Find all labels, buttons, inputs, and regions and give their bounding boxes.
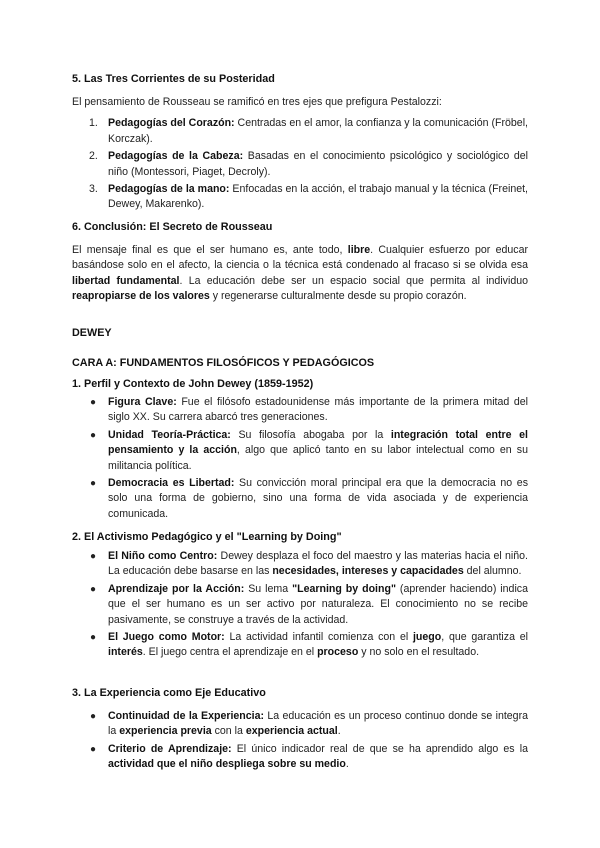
bullet-icon: ● — [90, 711, 97, 722]
bullet-icon: ● — [90, 632, 97, 644]
experiencia-list — [72, 709, 528, 773]
list-item — [72, 182, 528, 213]
item-text: Enfocadas en la acción, el trabajo manual y la técnica (Freinet, Dewey, Makarenko). — [108, 183, 528, 211]
dewey-section-2-title: 2. El Activismo Pedagógico y el "Learning by Doing" — [72, 531, 342, 543]
list-item: ● Democracia es Libertad: Su convicción moral principal era que la democracia no es solo una forma de gobierno, sino una forma de vida asociada y de experiencia comunicada. — [90, 477, 528, 520]
list-item — [72, 116, 528, 147]
side-a-heading: CARA A: FUNDAMENTOS FILOSÓFICOS Y PEDAGÓGICOS — [72, 357, 375, 369]
bullet-icon: ● — [90, 429, 97, 441]
list-number: 1. — [89, 117, 98, 130]
list-item: ● El Juego como Motor: La actividad infantil comienza con el juego, que garantiza el interés. El juego centra el aprendizaje en el proceso y no solo en el resultado. — [90, 631, 528, 659]
list-item — [72, 149, 528, 180]
list-item: ● Continuidad de la Experiencia: La educación es un proceso continuo donde se integra la experiencia previa con la experiencia actual. — [90, 710, 528, 738]
dewey-section-2 — [72, 530, 528, 663]
list-item: ● Criterio de Aprendizaje: El único indicador real de que se ha aprendido algo es la actividad que el niño despliega sobre su medio. — [90, 742, 528, 771]
item-label: Pedagogías de la mano: — [108, 183, 230, 196]
dewey-section-1-title: 1. Perfil y Contexto de John Dewey (1859-1952) — [72, 378, 314, 390]
item-label: Pedagogías de la Cabeza: — [108, 150, 244, 163]
list-item: ● Aprendizaje por la Acción: Su lema "Learning by doing" (aprender haciendo) indica que el ser humano es un ser activo por naturaleza. El conocimiento no se recibe pasivamente, se construye a través de la actividad. — [90, 582, 528, 626]
bullet-icon: ● — [90, 478, 97, 490]
list-item: ● Unidad Teoría-Práctica: Su filosofía abogaba por la integración total entre el pensamiento y la acción, algo que aplicó tanto en su labor intelectual como en su militancia política. — [90, 428, 528, 472]
list-number: 2. — [89, 150, 98, 163]
bullet-icon: ● — [90, 397, 97, 408]
list-item: ● Figura Clave: Fue el filósofo estadounidense más importante de la primera mitad del siglo XX. Su carrera abarcó tres generaciones. — [90, 396, 528, 424]
bullet-icon: ● — [90, 551, 97, 562]
section-6 — [72, 220, 528, 305]
dewey-section-3 — [72, 686, 528, 775]
section-5-title: 5. Las Tres Corrientes de su Posteridad — [72, 73, 275, 85]
item-text: Centradas en el amor, la confianza y la comunicación (Fröbel, Korczak). — [108, 117, 528, 145]
dewey-heading: DEWEY — [72, 327, 112, 339]
perfil-list — [72, 395, 528, 522]
list-number: 3. — [89, 183, 98, 196]
list-item: ● El Niño como Centro: Dewey desplaza el foco del maestro y las materias hacia el niño. La educación debe basarse en las necesidades, intereses y capacidades del alumno. — [90, 550, 528, 578]
bullet-icon: ● — [90, 743, 97, 755]
section-5 — [72, 72, 528, 215]
item-label: Pedagogías del Corazón: — [108, 117, 235, 130]
corrientes-list — [72, 116, 528, 212]
section-6-title: 6. Conclusión: El Secreto de Rousseau — [72, 221, 273, 233]
dewey-heading-block — [72, 326, 528, 341]
dewey-section-1 — [72, 377, 528, 524]
section-6-paragraph: El mensaje final es que el ser humano es, ante todo, libre. Cualquier esfuerzo por educar basándose solo en el afecto, la ciencia o la técnica está condenado al fracaso si se olvida esa libertad fundamental. La educación debe ser un espacio social que permita al individuo reapropiarse de los valores y regenerarse culturalmente desde su propio corazón. — [72, 244, 528, 303]
bullet-icon: ● — [90, 583, 97, 595]
dewey-section-3-title: 3. La Experiencia como Eje Educativo — [72, 687, 266, 699]
activismo-list — [72, 549, 528, 661]
section-5-intro: El pensamiento de Rousseau se ramificó en tres ejes que prefigura Pestalozzi: — [72, 96, 442, 108]
item-text: Basadas en el conocimiento psicológico y sociológico del niño (Montessori, Piaget, Decroly). — [108, 150, 528, 178]
side-a-heading-block — [72, 356, 528, 371]
